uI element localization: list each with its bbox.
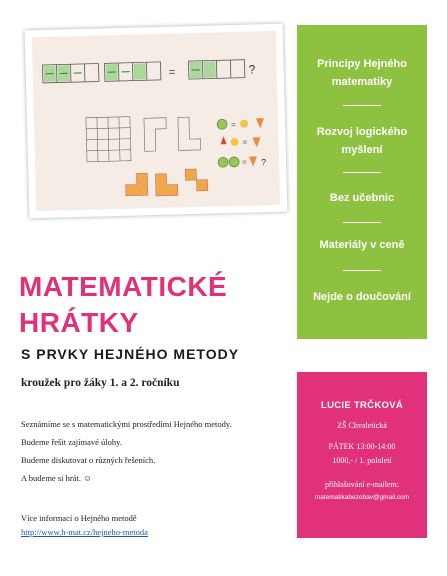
feature-divider: [343, 222, 381, 223]
equation-equals-sign: =: [168, 66, 176, 79]
page-title: [19, 269, 227, 341]
feature-divider: [343, 105, 381, 106]
info-link[interactable]: http://www.h-mat.cz/hejneho-metoda: [21, 527, 148, 537]
course-tagline: kroužek pro žáky 1. a 2. ročníku: [21, 377, 180, 389]
worksheet-illustration: [32, 31, 280, 211]
body-line: A budeme si hrát. ☺: [21, 473, 92, 483]
info-text: Více informací o Hejného metodě: [21, 513, 137, 523]
title-line2: HRÁTKY: [19, 307, 139, 338]
feature-logic-line1: Rozvoj logického: [316, 126, 408, 138]
feature-principles-line1: Principy Hejného: [317, 58, 407, 70]
feature-not-tutoring: Nejde o doučování: [313, 291, 411, 303]
feature-principles: [297, 55, 427, 91]
feature-no-textbooks: Bez učebnic: [329, 192, 395, 204]
feature-principles-line2: matematiky: [331, 76, 393, 88]
body-line: Seznámíme se s matematickými prostředími Hejného metody.: [21, 419, 232, 429]
school-name: ZŠ Chvaletická: [337, 421, 387, 430]
contact-email[interactable]: matematikabezobav@gmail.com: [314, 494, 410, 501]
feature-logic-line2: myšlení: [341, 144, 383, 156]
body-line: Budeme diskutovat o různých řešeních.: [21, 455, 156, 465]
worksheet-photo: [25, 24, 288, 219]
equation-question-mark: ?: [248, 62, 256, 77]
page-subtitle: S PRVKY HEJNÉHO METODY: [21, 346, 240, 362]
feature-divider: [343, 270, 381, 271]
fruit-equals-2: =: [242, 137, 248, 147]
feature-materials: Materiály v ceně: [319, 239, 405, 251]
price: 1000,- / 1. pololetí: [332, 456, 392, 465]
worksheet-drawing: [32, 31, 280, 211]
signup-label: přihlašování e-mailem:: [325, 480, 399, 489]
contact-panel: [297, 372, 427, 538]
body-line: Budeme řešit zajímavé úlohy.: [21, 437, 122, 447]
teacher-name: LUCIE TRČKOVÁ: [320, 400, 403, 411]
title-line1: MATEMATICKÉ: [19, 271, 228, 302]
fruit-question-mark: ?: [260, 157, 267, 168]
schedule: PÁTEK 13:00-14:00: [328, 442, 396, 451]
fruit-equals-1: =: [231, 119, 236, 130]
feature-logic: [297, 123, 427, 159]
feature-divider: [343, 172, 381, 173]
features-panel: [297, 25, 427, 339]
fruit-equals-3: =: [241, 157, 247, 167]
